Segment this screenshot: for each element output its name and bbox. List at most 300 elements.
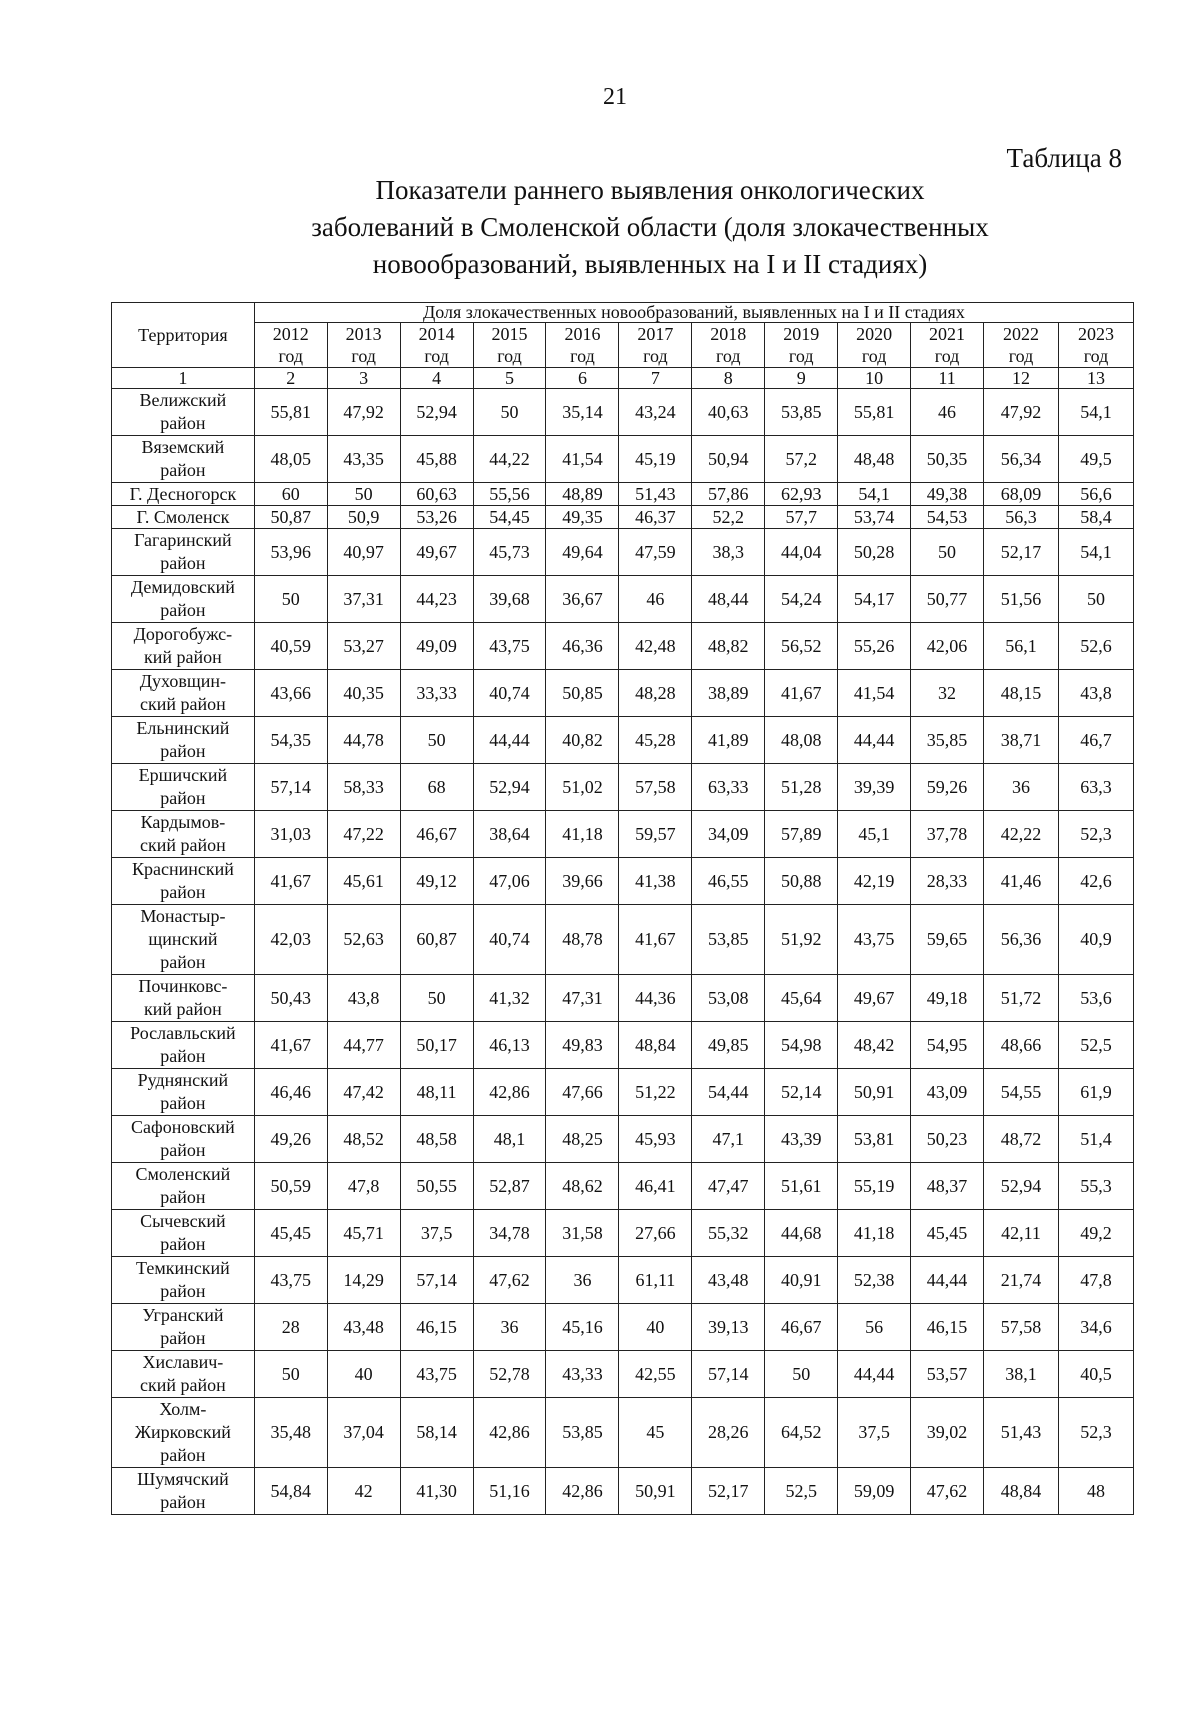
table-cell: 46,36 <box>546 623 619 670</box>
table-cell: 51,22 <box>619 1069 692 1116</box>
table-cell: 46,55 <box>692 858 765 905</box>
territory-name: Сафоновский район <box>112 1116 255 1163</box>
table-cell: 43,8 <box>1058 670 1133 717</box>
table-row <box>112 811 1134 858</box>
title-line-1: Показатели раннего выявления онкологических <box>375 175 925 205</box>
territory-name: Рославльский район <box>112 1022 255 1069</box>
table-cell: 50,91 <box>838 1069 911 1116</box>
table-cell: 56,34 <box>984 436 1059 483</box>
year-value: 2018 <box>710 324 747 344</box>
table-cell: 49,64 <box>546 529 619 576</box>
table-cell: 48,89 <box>546 483 619 506</box>
table-cell: 51,16 <box>473 1468 546 1515</box>
territory-name: Дорогобужс- кий район <box>112 623 255 670</box>
table-cell: 49,38 <box>911 483 984 506</box>
table-row <box>112 389 1134 436</box>
table-cell: 53,27 <box>327 623 400 670</box>
table-cell: 52,78 <box>473 1351 546 1398</box>
territory-name: Гагаринский район <box>112 529 255 576</box>
table-cell: 42 <box>327 1468 400 1515</box>
table-cell: 38,89 <box>692 670 765 717</box>
table-cell: 38,71 <box>984 717 1059 764</box>
table-cell: 48,84 <box>984 1468 1059 1515</box>
table-cell: 41,18 <box>546 811 619 858</box>
year-value: 2023 <box>1077 324 1114 344</box>
table-cell: 50,91 <box>619 1468 692 1515</box>
year-suffix: год <box>570 346 595 366</box>
table-cell: 45,73 <box>473 529 546 576</box>
table-cell: 51,61 <box>765 1163 838 1210</box>
table-cell: 47,06 <box>473 858 546 905</box>
table-cell: 33,33 <box>400 670 473 717</box>
table-cell: 56,3 <box>984 506 1059 529</box>
table-cell: 48,05 <box>254 436 327 483</box>
table-cell: 50,87 <box>254 506 327 529</box>
table-cell: 47,92 <box>984 389 1059 436</box>
table-cell: 56,52 <box>765 623 838 670</box>
territory-name: Ельнинский район <box>112 717 255 764</box>
table-cell: 40,82 <box>546 717 619 764</box>
table-cell: 46,37 <box>619 506 692 529</box>
table-cell: 44,22 <box>473 436 546 483</box>
table-cell: 53,96 <box>254 529 327 576</box>
header-row-years <box>112 323 1134 368</box>
table-row <box>112 764 1134 811</box>
table-title <box>270 172 1030 283</box>
table-cell: 40,74 <box>473 905 546 975</box>
table-row <box>112 858 1134 905</box>
table-cell: 46,41 <box>619 1163 692 1210</box>
territory-name: Демидовский район <box>112 576 255 623</box>
table-cell: 41,67 <box>765 670 838 717</box>
table-cell: 43,75 <box>400 1351 473 1398</box>
table-cell: 41,32 <box>473 975 546 1022</box>
table-cell: 44,77 <box>327 1022 400 1069</box>
table-cell: 46 <box>911 389 984 436</box>
table-cell: 49,12 <box>400 858 473 905</box>
table-cell: 53,85 <box>692 905 765 975</box>
title-line-2: заболеваний в Смоленской области (доля злокачественных <box>311 212 989 242</box>
table-cell: 57,14 <box>692 1351 765 1398</box>
table-cell: 48,37 <box>911 1163 984 1210</box>
table-cell: 52,94 <box>984 1163 1059 1210</box>
table-cell: 59,57 <box>619 811 692 858</box>
table-cell: 53,85 <box>546 1398 619 1468</box>
territory-name: Шумячский район <box>112 1468 255 1515</box>
year-suffix: год <box>861 346 887 366</box>
table-cell: 45,71 <box>327 1210 400 1257</box>
table-cell: 49,2 <box>1058 1210 1133 1257</box>
table-cell: 50 <box>254 1351 327 1398</box>
table-cell: 50,43 <box>254 975 327 1022</box>
table-cell: 48,52 <box>327 1116 400 1163</box>
table-cell: 48,72 <box>984 1116 1059 1163</box>
table-cell: 27,66 <box>619 1210 692 1257</box>
column-number: 11 <box>911 368 984 389</box>
table-row <box>112 975 1134 1022</box>
table-cell: 51,43 <box>619 483 692 506</box>
table-cell: 48,58 <box>400 1116 473 1163</box>
table-cell: 63,3 <box>1058 764 1133 811</box>
table-row <box>112 1257 1134 1304</box>
table-cell: 50,94 <box>692 436 765 483</box>
table-cell: 48,08 <box>765 717 838 764</box>
territory-name: Кардымов- ский район <box>112 811 255 858</box>
table-cell: 52,6 <box>1058 623 1133 670</box>
table-cell: 50 <box>400 717 473 764</box>
table-cell: 55,3 <box>1058 1163 1133 1210</box>
table-cell: 39,39 <box>838 764 911 811</box>
year-suffix: год <box>788 346 814 366</box>
table-cell: 58,33 <box>327 764 400 811</box>
table-cell: 43,75 <box>838 905 911 975</box>
table-cell: 68 <box>400 764 473 811</box>
table-cell: 50,85 <box>546 670 619 717</box>
table-cell: 34,09 <box>692 811 765 858</box>
table-cell: 38,1 <box>984 1351 1059 1398</box>
table-cell: 51,72 <box>984 975 1059 1022</box>
table-cell: 59,26 <box>911 764 984 811</box>
table-cell: 45,1 <box>838 811 911 858</box>
table-cell: 49,83 <box>546 1022 619 1069</box>
title-line-3: новообразований, выявленных на I и II стадиях) <box>372 249 928 279</box>
table-cell: 52,2 <box>692 506 765 529</box>
table-cell: 54,84 <box>254 1468 327 1515</box>
table-cell: 50,59 <box>254 1163 327 1210</box>
table-cell: 42,11 <box>984 1210 1059 1257</box>
year-header <box>838 323 911 368</box>
table-cell: 48,66 <box>984 1022 1059 1069</box>
table-cell: 49,26 <box>254 1116 327 1163</box>
table-cell: 52,87 <box>473 1163 546 1210</box>
table-cell: 43,39 <box>765 1116 838 1163</box>
column-number: 3 <box>327 368 400 389</box>
year-header <box>254 323 327 368</box>
territory-name: Велижский район <box>112 389 255 436</box>
table-cell: 41,67 <box>254 858 327 905</box>
table-cell: 50,77 <box>911 576 984 623</box>
year-header <box>473 323 546 368</box>
table-cell: 40,63 <box>692 389 765 436</box>
territory-name: Холм- Жирковский район <box>112 1398 255 1468</box>
table-cell: 54,55 <box>984 1069 1059 1116</box>
territory-name: Руднянский район <box>112 1069 255 1116</box>
year-value: 2020 <box>856 324 893 344</box>
table-cell: 57,7 <box>765 506 838 529</box>
table-cell: 55,19 <box>838 1163 911 1210</box>
table-cell: 64,52 <box>765 1398 838 1468</box>
table-cell: 48,11 <box>400 1069 473 1116</box>
table-cell: 52,14 <box>765 1069 838 1116</box>
year-value: 2012 <box>272 324 309 344</box>
table-cell: 50 <box>765 1351 838 1398</box>
table-cell: 50 <box>1058 576 1133 623</box>
table-cell: 43,48 <box>692 1257 765 1304</box>
table-cell: 46,15 <box>911 1304 984 1351</box>
table-cell: 55,32 <box>692 1210 765 1257</box>
table-cell: 56,6 <box>1058 483 1133 506</box>
table-cell: 58,4 <box>1058 506 1133 529</box>
table-cell: 45,45 <box>254 1210 327 1257</box>
table-cell: 50,28 <box>838 529 911 576</box>
table-cell: 47,22 <box>327 811 400 858</box>
table-cell: 41,38 <box>619 858 692 905</box>
table-row <box>112 717 1134 764</box>
table-cell: 49,18 <box>911 975 984 1022</box>
column-number: 13 <box>1058 368 1133 389</box>
table-cell: 56,36 <box>984 905 1059 975</box>
table-cell: 40 <box>327 1351 400 1398</box>
table-cell: 62,93 <box>765 483 838 506</box>
table-cell: 48,62 <box>546 1163 619 1210</box>
table-cell: 53,08 <box>692 975 765 1022</box>
table-cell: 50 <box>400 975 473 1022</box>
table-cell: 48,78 <box>546 905 619 975</box>
table-cell: 54,24 <box>765 576 838 623</box>
table-cell: 41,18 <box>838 1210 911 1257</box>
table-cell: 40 <box>619 1304 692 1351</box>
data-table <box>111 302 1134 1515</box>
year-value: 2015 <box>491 324 528 344</box>
territory-name: Темкинский район <box>112 1257 255 1304</box>
table-cell: 50 <box>473 389 546 436</box>
table-cell: 58,14 <box>400 1398 473 1468</box>
table-cell: 53,57 <box>911 1351 984 1398</box>
year-value: 2016 <box>564 324 601 344</box>
year-suffix: год <box>1083 346 1109 366</box>
year-suffix: год <box>716 346 741 366</box>
table-cell: 40,5 <box>1058 1351 1133 1398</box>
table-cell: 51,4 <box>1058 1116 1133 1163</box>
table-body <box>112 389 1134 1515</box>
table-cell: 57,89 <box>765 811 838 858</box>
table-row <box>112 483 1134 506</box>
table-cell: 54,1 <box>1058 529 1133 576</box>
table-row <box>112 1468 1134 1515</box>
table-cell: 45,28 <box>619 717 692 764</box>
table-cell: 35,85 <box>911 717 984 764</box>
table-cell: 52,38 <box>838 1257 911 1304</box>
year-value: 2017 <box>637 324 674 344</box>
table-cell: 40,97 <box>327 529 400 576</box>
year-value: 2014 <box>418 324 455 344</box>
table-cell: 42,6 <box>1058 858 1133 905</box>
table-cell: 43,8 <box>327 975 400 1022</box>
table-row <box>112 670 1134 717</box>
territory-name: Ершичский район <box>112 764 255 811</box>
table-cell: 38,64 <box>473 811 546 858</box>
table-cell: 49,85 <box>692 1022 765 1069</box>
table-cell: 45,61 <box>327 858 400 905</box>
table-cell: 50 <box>254 576 327 623</box>
table-cell: 32 <box>911 670 984 717</box>
table-cell: 49,09 <box>400 623 473 670</box>
table-cell: 56,1 <box>984 623 1059 670</box>
year-value: 2021 <box>929 324 966 344</box>
table-cell: 42,55 <box>619 1351 692 1398</box>
table-cell: 52,63 <box>327 905 400 975</box>
table-cell: 47,42 <box>327 1069 400 1116</box>
table-cell: 44,44 <box>911 1257 984 1304</box>
table-cell: 48,82 <box>692 623 765 670</box>
table-cell: 34,78 <box>473 1210 546 1257</box>
table-cell: 40,74 <box>473 670 546 717</box>
table-cell: 47,8 <box>1058 1257 1133 1304</box>
table-cell: 48,48 <box>838 436 911 483</box>
territory-name: Духовщин- ский район <box>112 670 255 717</box>
territory-name: Сычевский район <box>112 1210 255 1257</box>
table-cell: 37,5 <box>838 1398 911 1468</box>
table-cell: 50,23 <box>911 1116 984 1163</box>
table-cell: 39,68 <box>473 576 546 623</box>
table-cell: 42,86 <box>473 1069 546 1116</box>
table-cell: 55,26 <box>838 623 911 670</box>
table-cell: 41,67 <box>254 1022 327 1069</box>
table-cell: 42,86 <box>546 1468 619 1515</box>
table-cell: 60,87 <box>400 905 473 975</box>
table-cell: 47,62 <box>473 1257 546 1304</box>
table-row <box>112 506 1134 529</box>
table-cell: 57,58 <box>619 764 692 811</box>
table-cell: 41,67 <box>619 905 692 975</box>
territory-name: Монастыр- щинский район <box>112 905 255 975</box>
table-cell: 63,33 <box>692 764 765 811</box>
table-cell: 41,54 <box>546 436 619 483</box>
table-cell: 52,3 <box>1058 1398 1133 1468</box>
table-cell: 42,06 <box>911 623 984 670</box>
table-cell: 45,88 <box>400 436 473 483</box>
table-cell: 47,59 <box>619 529 692 576</box>
table-cell: 51,28 <box>765 764 838 811</box>
table-cell: 52,94 <box>473 764 546 811</box>
column-number: 12 <box>984 368 1059 389</box>
table-cell: 53,26 <box>400 506 473 529</box>
table-row <box>112 1069 1134 1116</box>
table-cell: 45,93 <box>619 1116 692 1163</box>
table-cell: 48,44 <box>692 576 765 623</box>
table-cell: 46,13 <box>473 1022 546 1069</box>
table-cell: 59,65 <box>911 905 984 975</box>
table-cell: 37,78 <box>911 811 984 858</box>
table-row <box>112 905 1134 975</box>
table-cell: 41,54 <box>838 670 911 717</box>
table-cell: 47,92 <box>327 389 400 436</box>
table-cell: 44,44 <box>838 1351 911 1398</box>
table-cell: 48 <box>1058 1468 1133 1515</box>
table-cell: 60,63 <box>400 483 473 506</box>
table-cell: 61,9 <box>1058 1069 1133 1116</box>
column-number: 8 <box>692 368 765 389</box>
table-cell: 40,9 <box>1058 905 1133 975</box>
table-cell: 52,94 <box>400 389 473 436</box>
table-cell: 28 <box>254 1304 327 1351</box>
table-cell: 14,29 <box>327 1257 400 1304</box>
table-cell: 53,74 <box>838 506 911 529</box>
table-cell: 39,66 <box>546 858 619 905</box>
table-cell: 59,09 <box>838 1468 911 1515</box>
table-cell: 46 <box>619 576 692 623</box>
table-cell: 55,81 <box>838 389 911 436</box>
territory-name: Починковс- кий район <box>112 975 255 1022</box>
table-cell: 55,56 <box>473 483 546 506</box>
year-header <box>911 323 984 368</box>
table-cell: 57,14 <box>254 764 327 811</box>
table-cell: 46,67 <box>765 1304 838 1351</box>
table-cell: 36 <box>984 764 1059 811</box>
year-header <box>327 323 400 368</box>
table-cell: 52,5 <box>1058 1022 1133 1069</box>
table-cell: 37,04 <box>327 1398 400 1468</box>
year-value: 2019 <box>783 324 820 344</box>
table-cell: 46,46 <box>254 1069 327 1116</box>
table-cell: 47,47 <box>692 1163 765 1210</box>
table-cell: 57,58 <box>984 1304 1059 1351</box>
table-cell: 44,68 <box>765 1210 838 1257</box>
table-row <box>112 1116 1134 1163</box>
table-cell: 51,43 <box>984 1398 1059 1468</box>
table-cell: 40,35 <box>327 670 400 717</box>
table-cell: 43,66 <box>254 670 327 717</box>
table-cell: 43,33 <box>546 1351 619 1398</box>
table-cell: 34,6 <box>1058 1304 1133 1351</box>
year-suffix: год <box>1008 346 1034 366</box>
year-header <box>765 323 838 368</box>
table-row <box>112 1163 1134 1210</box>
territory-name: Угранский район <box>112 1304 255 1351</box>
group-header: Доля злокачественных новообразований, выявленных на I и II стадиях <box>254 303 1133 323</box>
year-header <box>546 323 619 368</box>
table-cell: 44,44 <box>838 717 911 764</box>
table-cell: 57,14 <box>400 1257 473 1304</box>
table-cell: 48,28 <box>619 670 692 717</box>
table-cell: 48,42 <box>838 1022 911 1069</box>
column-number: 5 <box>473 368 546 389</box>
year-suffix: год <box>351 346 376 366</box>
table-cell: 42,19 <box>838 858 911 905</box>
year-suffix: год <box>643 346 668 366</box>
table-cell: 54,53 <box>911 506 984 529</box>
table-cell: 54,1 <box>1058 389 1133 436</box>
territory-name: Г. Десногорск <box>112 483 255 506</box>
table-cell: 44,36 <box>619 975 692 1022</box>
table-cell: 48,25 <box>546 1116 619 1163</box>
table-cell: 54,95 <box>911 1022 984 1069</box>
table-cell: 45 <box>619 1398 692 1468</box>
territory-name: Г. Смоленск <box>112 506 255 529</box>
territory-name: Смоленский район <box>112 1163 255 1210</box>
table-cell: 49,35 <box>546 506 619 529</box>
table-cell: 38,3 <box>692 529 765 576</box>
table-cell: 53,85 <box>765 389 838 436</box>
table-cell: 48,15 <box>984 670 1059 717</box>
table-cell: 43,75 <box>473 623 546 670</box>
table-cell: 41,89 <box>692 717 765 764</box>
year-suffix: год <box>497 346 522 366</box>
table-cell: 45,45 <box>911 1210 984 1257</box>
table-label: Таблица 8 <box>1006 143 1122 173</box>
table-cell: 36,67 <box>546 576 619 623</box>
table-row <box>112 1304 1134 1351</box>
table-cell: 44,23 <box>400 576 473 623</box>
table-cell: 60 <box>254 483 327 506</box>
table-cell: 45,64 <box>765 975 838 1022</box>
table-cell: 53,81 <box>838 1116 911 1163</box>
table-cell: 28,33 <box>911 858 984 905</box>
table-cell: 68,09 <box>984 483 1059 506</box>
table-cell: 36 <box>546 1257 619 1304</box>
year-suffix: год <box>934 346 960 366</box>
table-cell: 51,56 <box>984 576 1059 623</box>
